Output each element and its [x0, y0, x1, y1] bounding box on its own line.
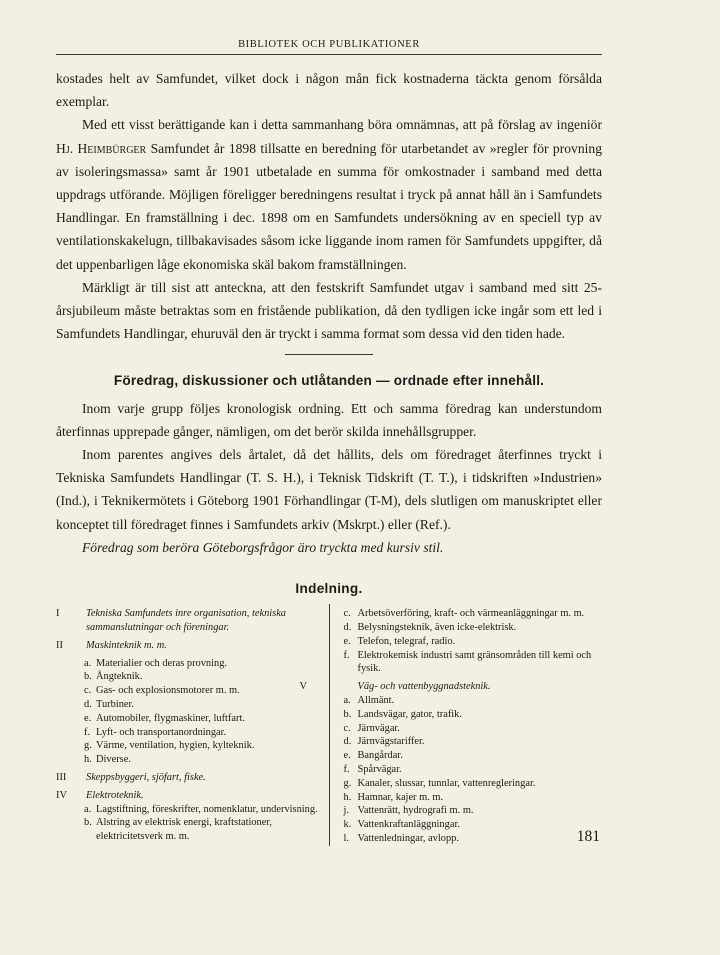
- subitem-letter: g.: [84, 740, 92, 752]
- subitem-letter: a.: [343, 695, 351, 707]
- paragraph-2-start: Med ett visst berättigande kan i detta sammanhang böra omnämnas, att på förslag av ingeniör: [82, 117, 602, 133]
- subitem-text: Spårvägar.: [357, 764, 402, 776]
- section-divider: [285, 354, 373, 355]
- subitem-text: Diverse.: [96, 754, 131, 766]
- subitem-letter: a.: [84, 803, 92, 815]
- index-entry-I: [56, 607, 319, 635]
- index-subitems-IV: [56, 803, 319, 844]
- index-entry-V: [300, 680, 603, 694]
- subitem-text: Järnvägstariffer.: [357, 736, 425, 748]
- paragraph-3: Märkligt är till sist att anteckna, att den festskrift Samfundet utgav i samband med sitt 25-årsjubileum måste betraktas som en fristående publikation, då den tydligen icke ingår som ett led i Samfundets Handlingar, ehuruväl den är tryckt i samma format som dessa vid den tiden hade.: [56, 279, 602, 342]
- entry-number: IV: [56, 789, 67, 801]
- subitem: [340, 791, 603, 805]
- subitem-letter: d.: [84, 699, 92, 711]
- subitem-letter: l.: [343, 833, 349, 845]
- subitem-text: Telefon, telegraf, radio.: [357, 635, 456, 647]
- index-subitems-V: [340, 694, 603, 846]
- subitem: [340, 832, 603, 846]
- subitem: [340, 735, 603, 749]
- subitem-letter: b.: [343, 708, 352, 720]
- section-heading: Föredrag, diskussioner och utlåtanden — ordnade efter innehåll.: [113, 373, 545, 389]
- subitem: [56, 816, 319, 844]
- subitem-letter: e.: [84, 712, 92, 724]
- subitem-letter: e.: [343, 635, 351, 647]
- subitem: [56, 726, 319, 740]
- subitem-text: Hamnar, kajer m. m.: [357, 791, 444, 803]
- entry-title: Maskinteknik m. m.: [86, 639, 167, 651]
- index-entry-IV: [56, 789, 319, 803]
- paragraph-1: kostades helt av Samfundet, vilket dock i någon mån fick kostnaderna täckta genom försålda exemplar.: [56, 71, 602, 110]
- subitem-letter: b.: [84, 671, 92, 683]
- section-paragraph-3: Föredrag som beröra Göteborgsfrågor äro tryckta med kursiv stil.: [82, 539, 444, 555]
- subitem-letter: d.: [343, 736, 352, 748]
- subitem-letter: d.: [343, 622, 352, 634]
- subitem: [340, 763, 603, 777]
- subitem-letter: c.: [84, 685, 92, 697]
- subitem-letter: g.: [343, 777, 352, 789]
- index-title: Indelning.: [295, 581, 363, 597]
- subitem: [340, 804, 603, 818]
- subitem: [56, 684, 319, 698]
- subitem-text: Värme, ventilation, hygien, kylteknik.: [96, 740, 255, 752]
- subitem-text: Lagstiftning, föreskrifter, nomenklatur, undervisning.: [96, 803, 318, 815]
- subitem-letter: h.: [343, 791, 352, 803]
- subitem: [56, 657, 319, 671]
- subitem-letter: c.: [343, 722, 351, 734]
- entry-title: Elektroteknik.: [86, 789, 144, 801]
- subitem: [340, 722, 603, 736]
- subitem-letter: k.: [343, 819, 352, 831]
- subitem-text: Allmänt.: [357, 695, 395, 707]
- subitem-text: Arbetsöverföring, kraft- och värmeanläggningar m. m.: [357, 608, 585, 620]
- subitem-text: Materialier och deras provning.: [96, 657, 227, 669]
- subitem: [340, 635, 603, 649]
- body-text: [56, 67, 602, 846]
- subitem: [340, 621, 603, 635]
- subitem-text: Vattenledningar, avlopp.: [357, 833, 459, 845]
- subitem-text: Elektrokemisk industri samt gränsområden till kemi och fysik.: [357, 649, 592, 675]
- subitem: [340, 708, 603, 722]
- subitem-text: Gas- och explosionsmotorer m. m.: [96, 685, 240, 697]
- subitem: [56, 698, 319, 712]
- section-paragraph-2: Inom parentes angives dels årtalet, då det hållits, dels om föredraget återfinnes tryckt i Tekniska Samfundets Handlingar (T. S. H.), i Teknisk Tidskrift (T. T.), i tidskriften »Industrien» (Ind.), i Teknikermötets i Göteborg 1901 Förhandlingar (T-M), dels slutligen om manuskriptet eller konceptet till föredraget finnes i Samfundets arkiv (Mskrpt.) eller (Ref.).: [56, 447, 602, 532]
- page-number: 181: [576, 828, 600, 845]
- subitem: [56, 739, 319, 753]
- entry-title: Väg- och vattenbyggnadsteknik.: [357, 681, 491, 693]
- subitem-text: Järnvägar.: [357, 722, 400, 734]
- subitem-text: Turbiner.: [96, 699, 135, 711]
- subitem: [340, 777, 603, 791]
- subitem-text: Landsvägar, gator, trafik.: [357, 708, 462, 720]
- entry-number: V: [299, 681, 308, 693]
- subitem-letter: f.: [343, 649, 350, 661]
- subitem-text: Vattenrätt, hydrografi m. m.: [357, 805, 474, 817]
- subitem-letter: f.: [343, 764, 350, 776]
- index-subitems-II: [56, 657, 319, 767]
- subitem-text: Kanaler, slussar, tunnlar, vattenregleringar.: [357, 777, 536, 789]
- subitem-letter: f.: [84, 726, 91, 738]
- entry-number: III: [56, 772, 67, 784]
- subitem-letter: c.: [343, 608, 351, 620]
- subitem: [56, 753, 319, 767]
- subitem: [340, 749, 603, 763]
- subitem: [340, 818, 603, 832]
- subitem: [340, 694, 603, 708]
- subitem-text: Ångteknik.: [96, 671, 143, 683]
- header-rule: [56, 54, 602, 55]
- subitem: [56, 803, 319, 817]
- subitem-letter: e.: [343, 750, 351, 762]
- subitem-text: Vattenkraftanläggningar.: [357, 819, 460, 831]
- subitem-letter: j.: [343, 805, 349, 817]
- index-right-column: [299, 604, 603, 846]
- index-subitems-IV-continued: [340, 607, 603, 676]
- subitem: [56, 712, 319, 726]
- subitem-text: Belysningsteknik, även icke-elektrisk.: [357, 622, 517, 634]
- subitem: [56, 670, 319, 684]
- subitem: [340, 649, 603, 677]
- index-left-column: [56, 604, 329, 846]
- paragraph-2-rest: Samfundet år 1898 tillsatte en beredning för utarbetandet av »regler för provning av isoleringsmassa» samt år 1901 utbetalade en summa för omkostnader i samband med detta uppdrags utförande. Möjligen föreligger beredningens resultat i tryck på annat håll än i Samfundets Handlingar. En framställning i dec. 1898 om en Samfundets undersökning av en speciell typ av ventilationskakelugn, tillbakavisades såsom icke liggande inom ramen för Samfundets uppgifter, då det uppenbarligen låge ekonomiska skäl bakom framställningen.: [56, 140, 603, 272]
- subitem-letter: h.: [84, 754, 92, 766]
- subitem-letter: a.: [84, 657, 92, 669]
- person-name: Hj. Heimbürger: [56, 140, 147, 156]
- subitem-text: Bangårdar.: [357, 750, 403, 762]
- paragraph-2: [56, 113, 602, 275]
- entry-number: II: [56, 639, 63, 651]
- entry-title: Skeppsbyggeri, sjöfart, fiske.: [86, 772, 206, 784]
- subitem-text: Automobiler, flygmaskiner, luftfart.: [96, 712, 245, 724]
- entry-title: Tekniska Samfundets inre organisation, tekniska sammanslutningar och föreningar.: [86, 608, 287, 634]
- index-columns: [56, 604, 602, 846]
- subitem: [340, 607, 603, 621]
- section-paragraph-1: Inom varje grupp följes kronologisk ordning. Ett och samma föredrag kan understundom återfinnas upprepade gånger, nämligen, om det berör skilda innehållsgrupper.: [56, 400, 602, 439]
- subitem-text: Alstring av elektrisk energi, kraftstationer, elektricitetsverk m. m.: [96, 817, 272, 843]
- subitem-text: Lyft- och transportanordningar.: [96, 726, 227, 738]
- index-entry-II: [56, 639, 319, 653]
- index-entry-III: [56, 771, 319, 785]
- entry-number: I: [56, 608, 60, 620]
- running-head: BIBLIOTEK OCH PUBLIKATIONER: [238, 39, 420, 50]
- subitem-letter: b.: [84, 817, 92, 829]
